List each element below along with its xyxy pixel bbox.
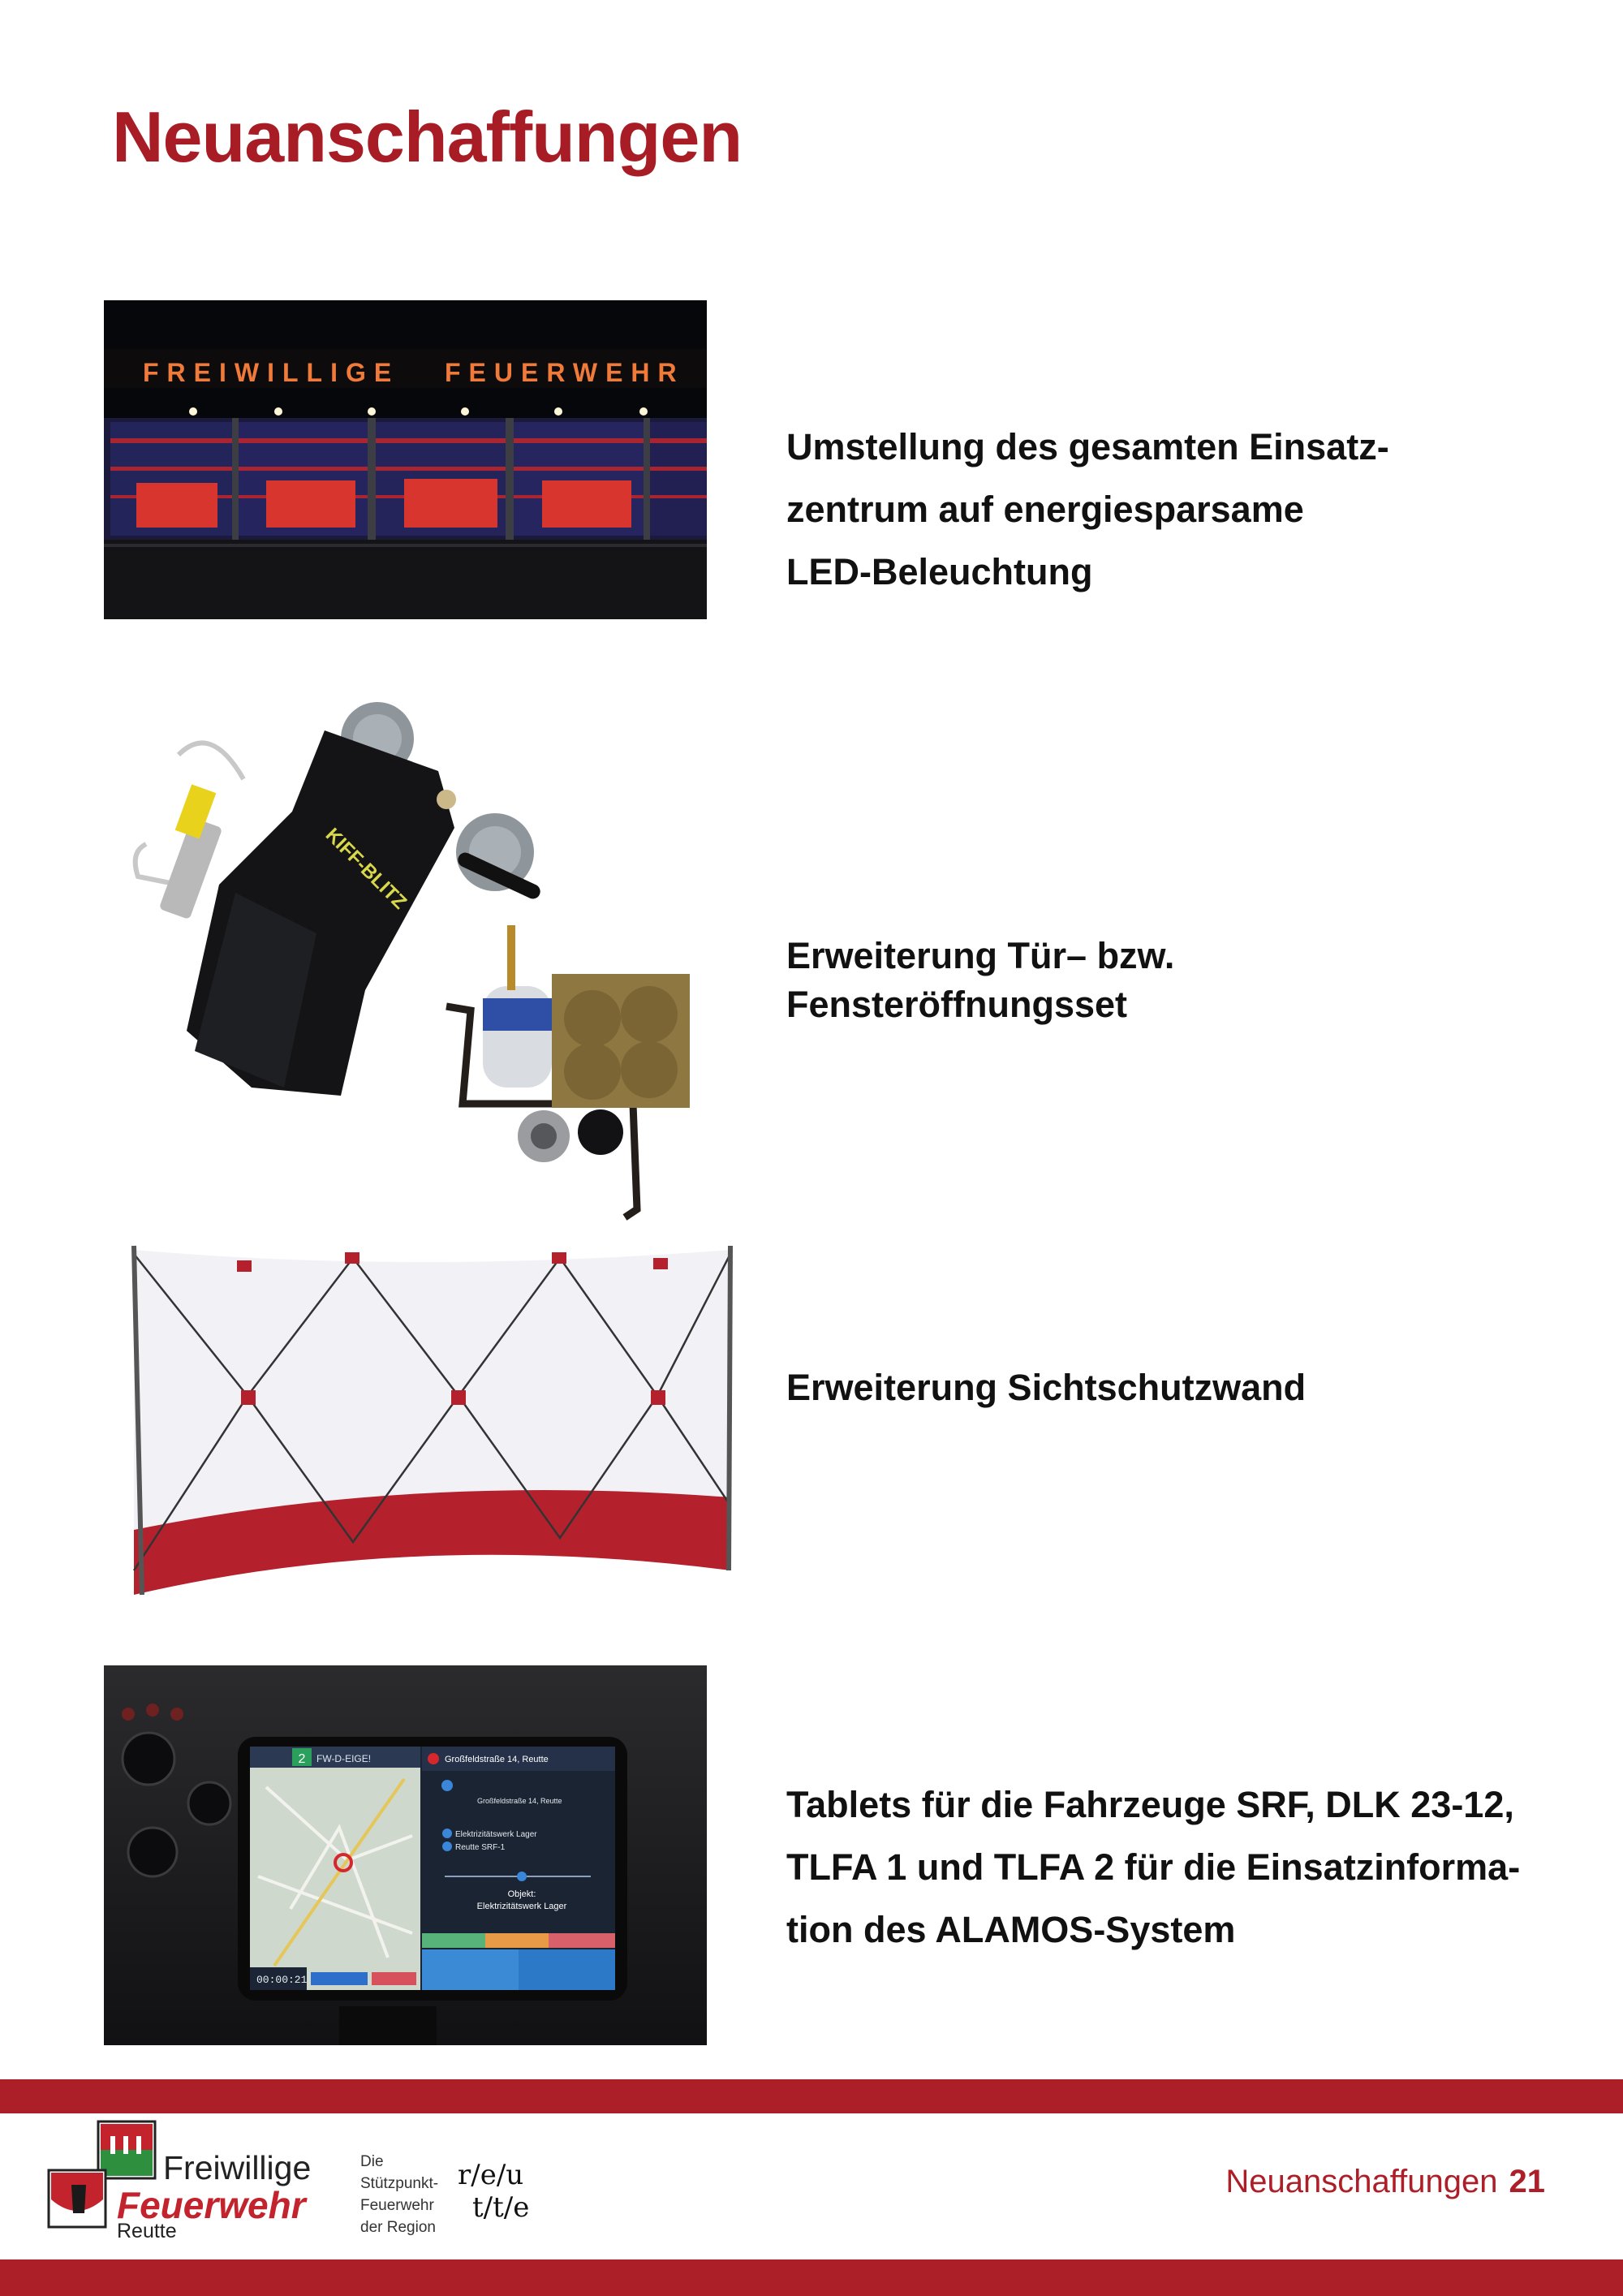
door-kit-illustration [97,682,714,1234]
item-tablet-line-1: Tablets für die Fahrzeuge SRF, DLK 23-12, [786,1784,1514,1825]
tablet-vehicle: FW-D-EIGE! [316,1753,372,1764]
vehicle-tablet-illustration [104,1665,707,2045]
privacy-screen-illustration [105,1238,738,1611]
item-led-line-2: zentrum auf energiesparsame [786,489,1304,530]
tablet-number: 2 [298,1752,306,1766]
reutte-mark [458,2159,529,2224]
footer-bottom-band [0,2259,1623,2296]
item-door-line-1: Erweiterung Tür– bzw. [786,935,1175,976]
item-door-line-2: Fensteröffnungsset [786,984,1128,1025]
item-tablet-line-3: tion des ALAMOS-System [786,1909,1236,1950]
fire-station-led-photo [104,300,707,619]
item-tablet-line-2: TLFA 1 und TLFA 2 für die Einsatzinforma- [786,1846,1521,1888]
item-door-text [786,932,1174,1029]
item-screen-line-1: Erweiterung Sichtschutzwand [786,1367,1307,1408]
page-number: 21 [1509,2164,1545,2199]
footer-section-label [1225,2164,1545,2200]
item-led-text [786,416,1389,603]
logo-line-1: Freiwillige [163,2149,312,2186]
vehicle-tablet-photo [104,1665,707,2045]
footer-section-name: Neuanschaffungen [1225,2164,1498,2199]
regional-line-4: der Region [360,2219,436,2236]
door-opening-kit-photo [97,682,714,1234]
regional-base-text [360,2151,438,2238]
item-tablet-text [786,1773,1520,1961]
regional-line-2: Stützpunkt- [360,2175,439,2192]
tablet-timer: 00:00:21 [256,1974,308,1986]
tablet-object-label: Objekt: [507,1889,536,1899]
item-led-line-3: LED-Beleuchtung [786,551,1093,592]
regional-line-3: Feuerwehr [360,2197,434,2214]
logo-line-3: Reutte [117,2220,177,2242]
item-screen-text [786,1367,1306,1409]
item-led-line-1: Umstellung des gesamten Einsatz- [786,426,1389,467]
regional-line-1: Die [360,2153,384,2170]
fire-station-illustration [104,300,707,619]
kit-brand-text: KIFF-BLITZ [321,824,411,914]
tablet-address-short: Großfeldstraße 14, Reutte [477,1797,562,1805]
privacy-screen-photo [105,1238,738,1611]
fire-brigade-logo [47,2120,339,2242]
tablet-address: Großfeldstraße 14, Reutte [445,1755,549,1764]
tablet-object-value: Elektrizitätswerk Lager [476,1902,567,1911]
reutte-mark-top: r/e/u [458,2159,524,2191]
tablet-option-2: Reutte SRF-1 [455,1843,506,1852]
page-title: Neuanschaffungen [112,97,743,177]
reutte-mark-bottom: t/t/e [472,2191,530,2224]
logo-line-2: Feuerwehr [117,2184,306,2226]
sign-right-text: FEUERWEHR [445,358,685,387]
regional-base-logo [360,2151,555,2240]
footer-top-band [0,2079,1623,2113]
tablet-option-1: Elektrizitätswerk Lager [455,1830,537,1839]
sign-left-text: FREIWILLIGE [143,358,400,387]
